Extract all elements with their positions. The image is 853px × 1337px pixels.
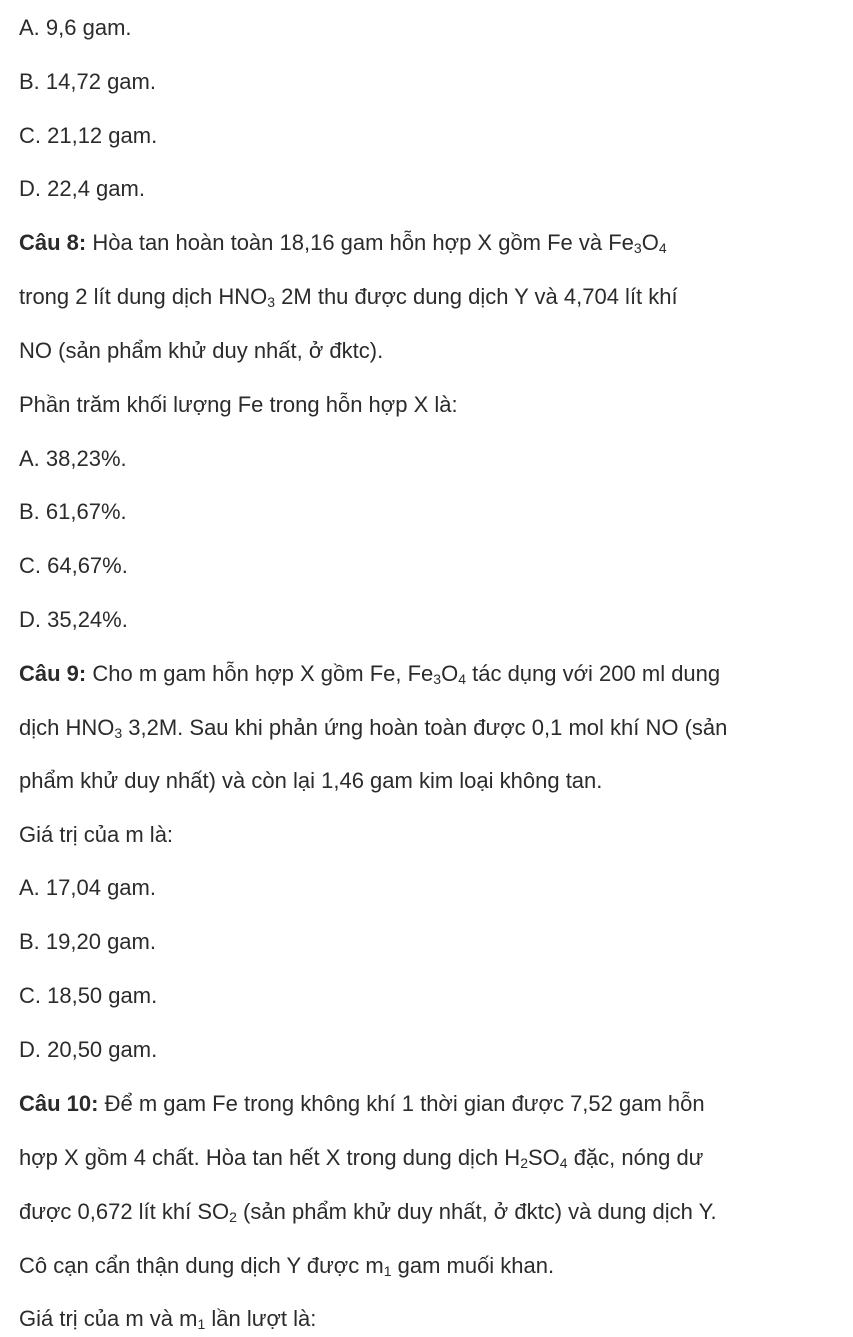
subscript: 4 (458, 671, 466, 687)
q9-label: Câu 9: (19, 661, 87, 686)
q8-text: 2M thu được dung dịch Y và 4,704 lít khí (275, 284, 678, 309)
subscript: 3 (433, 671, 442, 687)
q10-stem-line-1 (19, 1089, 843, 1119)
subscript: 3 (633, 240, 642, 256)
q7-option-c: C. 21,12 gam. (19, 123, 158, 148)
q9-option-a: A. 17,04 gam. (19, 875, 156, 900)
q7-option-d: D. 22,4 gam. (19, 176, 145, 201)
q8-option-c: C. 64,67%. (19, 553, 128, 578)
q10-stem-line-2 (19, 1143, 843, 1173)
q10-text: lần lượt là: (205, 1306, 317, 1331)
q8-text: O (641, 230, 659, 255)
q9-option-d: D. 20,50 gam. (19, 1037, 158, 1062)
q9-text: 3,2M. Sau khi phản ứng hoàn toàn được 0,1 mol khí NO (sản (122, 715, 728, 740)
subscript: 3 (114, 725, 123, 741)
q10-text: đặc, nóng dư (567, 1145, 704, 1170)
q10-text: Để m gam Fe trong không khí 1 thời gian được 7,52 gam hỗn (98, 1091, 705, 1116)
q8-stem-line-2 (19, 282, 843, 312)
q9-option-b: B. 19,20 gam. (19, 929, 156, 954)
q10-label: Câu 10: (19, 1091, 99, 1116)
q8-text: Hòa tan hoàn toàn 18,16 gam hỗn hợp X gồm Fe và Fe (86, 230, 634, 255)
q10-stem-line-4 (19, 1251, 843, 1281)
q8-text: trong 2 lít dung dịch HNO (19, 284, 268, 309)
q9-stem-line-2 (19, 713, 843, 743)
q8-stem-line-1 (19, 228, 843, 258)
q10-text: SO (527, 1145, 560, 1170)
q9-text: dịch HNO (19, 715, 115, 740)
q9-option-c: C. 18,50 gam. (19, 983, 158, 1008)
q10-text: Giá trị của m và m (19, 1306, 198, 1331)
q10-prompt (19, 1304, 843, 1334)
q7-option-a: A. 9,6 gam. (19, 15, 132, 40)
subscript: 4 (658, 240, 667, 256)
q8-label: Câu 8: (19, 230, 87, 255)
q10-stem-line-3 (19, 1197, 843, 1227)
q10-text: (sản phẩm khử duy nhất, ở đktc) và dung dịch Y. (236, 1199, 717, 1224)
subscript: 4 (559, 1155, 568, 1171)
q10-text: hợp X gồm 4 chất. Hòa tan hết X trong dung dịch H (19, 1145, 521, 1170)
q7-option-b: B. 14,72 gam. (19, 69, 156, 94)
q9-text: Cho m gam hỗn hợp X gồm Fe, Fe (86, 661, 434, 686)
subscript: 3 (267, 294, 276, 310)
q9-text: tác dụng với 200 ml dung (466, 661, 721, 686)
q10-text: gam muối khan. (391, 1253, 555, 1278)
q10-text: Cô cạn cẩn thận dung dịch Y được m (19, 1253, 384, 1278)
q8-stem-line-3: NO (sản phẩm khử duy nhất, ở đktc). (19, 338, 384, 363)
subscript: 1 (383, 1263, 392, 1279)
q8-option-d: D. 35,24%. (19, 607, 128, 632)
q10-text: được 0,672 lít khí SO (19, 1199, 230, 1224)
subscript: 2 (520, 1155, 528, 1171)
q8-option-b: B. 61,67%. (19, 499, 127, 524)
q9-stem-line-3: phẩm khử duy nhất) và còn lại 1,46 gam kim loại không tan. (19, 768, 603, 793)
q9-text: O (441, 661, 459, 686)
subscript: 2 (229, 1209, 237, 1225)
q9-stem-line-1 (19, 659, 843, 689)
q8-prompt: Phần trăm khối lượng Fe trong hỗn hợp X là: (19, 392, 458, 417)
subscript: 1 (197, 1316, 206, 1332)
q9-prompt: Giá trị của m là: (19, 822, 174, 847)
q8-option-a: A. 38,23%. (19, 446, 127, 471)
